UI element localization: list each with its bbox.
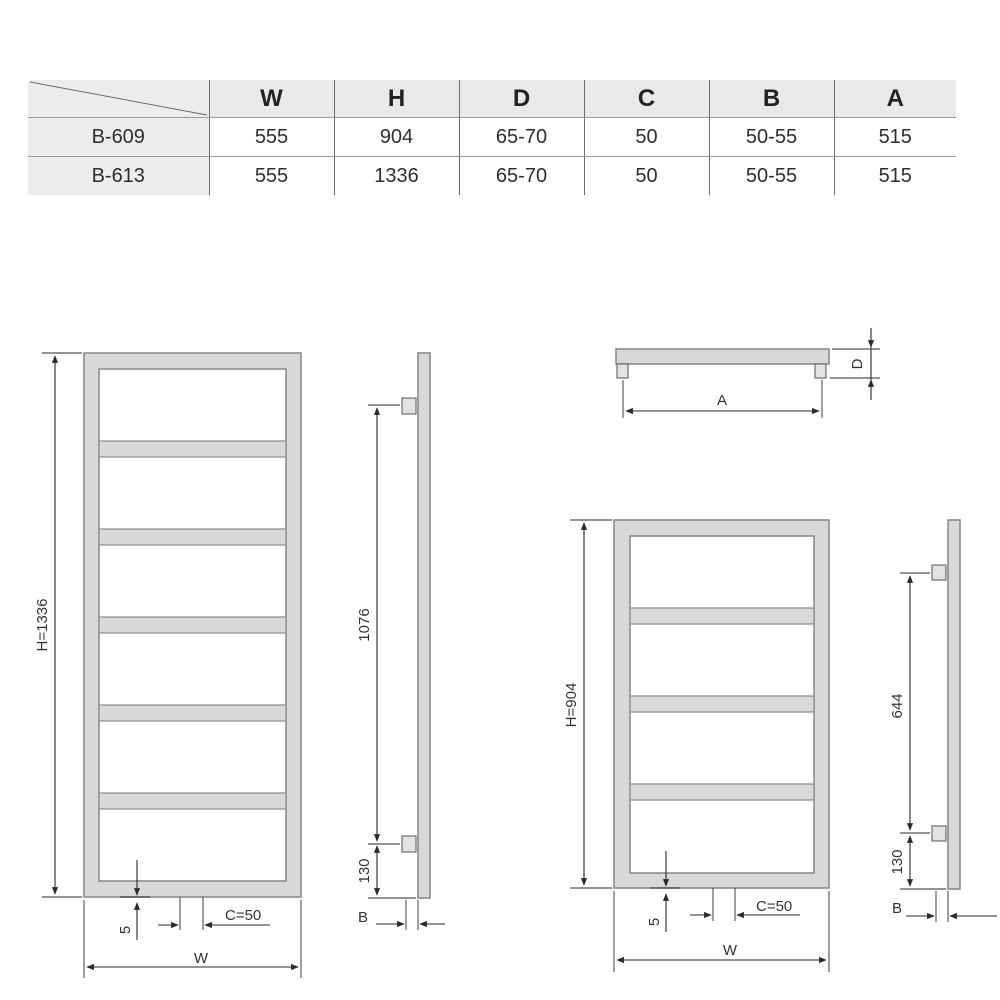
cell-c: 50 [584,157,709,196]
large-side-view [356,353,445,930]
small-front-view [563,520,829,972]
large-bottom-offset-label: 130 [356,858,373,884]
small-width-label: W [722,942,738,959]
top-view [616,328,880,418]
large-bar-2 [99,529,286,545]
large-side-bracket-top [402,398,416,414]
cell-c: 50 [584,118,709,157]
top-view-bracket-left [617,364,628,378]
cell-d: 65-70 [459,118,584,157]
cell-a: 515 [834,118,956,157]
large-c-label: C=50 [225,907,262,924]
large-bar-4 [99,705,286,721]
large-side-bracket-bottom [402,836,416,852]
cell-a: 515 [834,157,956,196]
column-header-a: A [834,80,956,118]
column-header-w: W [209,80,334,118]
model-cell: B-613 [28,157,209,196]
column-header-h: H [334,80,459,118]
small-c-label: C=50 [756,898,793,915]
cell-h: 904 [334,118,459,157]
small-pipe-label: 644 [889,693,906,719]
large-bar-1 [99,441,286,457]
large-pipe-label: 1076 [356,608,373,642]
small-offset-label: 5 [646,917,663,927]
cell-b: 50-55 [709,118,834,157]
column-header-c: C [584,80,709,118]
cell-b: 50-55 [709,157,834,196]
large-front-view [34,353,301,978]
small-side-profile [948,520,960,889]
cell-w: 555 [209,157,334,196]
large-bar-5 [99,793,286,809]
small-height-label: H=904 [563,682,580,728]
small-bar-2 [630,696,814,712]
top-view-bar [616,349,829,364]
small-b-label: B [892,900,903,917]
small-side-view [889,520,997,922]
top-d-label: D [849,358,866,370]
small-bar-3 [630,784,814,800]
model-cell: B-609 [28,118,209,157]
top-a-label: A [716,392,728,409]
large-bar-3 [99,617,286,633]
cell-d: 65-70 [459,157,584,196]
cell-w: 555 [209,118,334,157]
small-bar-1 [630,608,814,624]
small-side-bracket-bottom [932,826,946,841]
large-b-label: B [358,909,369,926]
large-width-label: W [193,950,209,967]
column-header-b: B [709,80,834,118]
large-side-profile [418,353,430,898]
column-header-d: D [459,80,584,118]
large-offset-label: 5 [117,925,134,935]
top-view-bracket-right [815,364,826,378]
cell-h: 1336 [334,157,459,196]
small-side-bracket-top [932,565,946,580]
small-bottom-offset-label: 130 [889,849,906,875]
large-height-label: H=1336 [34,598,51,652]
